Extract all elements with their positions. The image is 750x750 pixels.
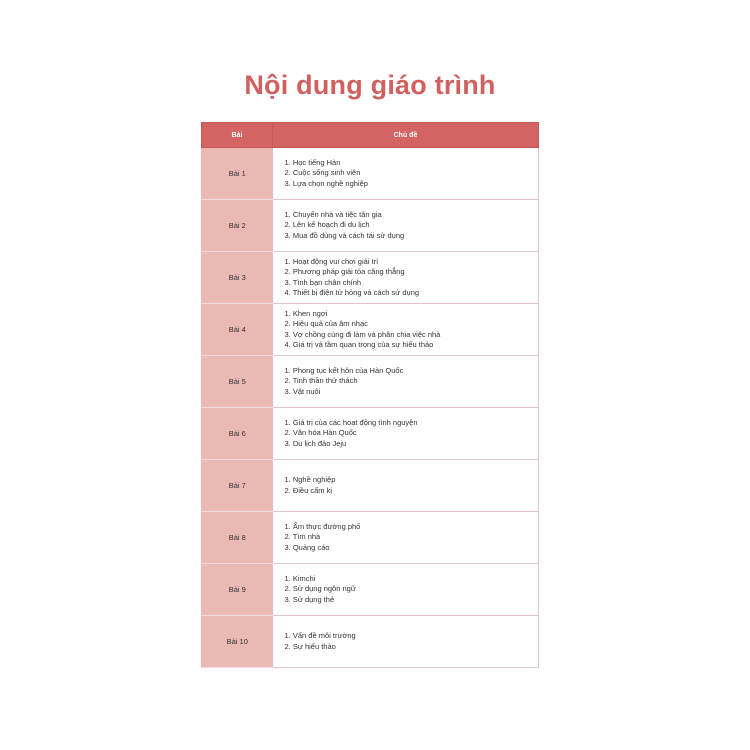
topic-item: 1. Học tiếng Hàn bbox=[284, 157, 341, 167]
topics-cell bbox=[273, 616, 539, 668]
lesson-cell: Bài 9 bbox=[202, 564, 273, 616]
lesson-cell: Bài 7 bbox=[202, 460, 273, 512]
table-row bbox=[202, 356, 539, 408]
header-topic: Chủ đề bbox=[273, 123, 539, 148]
topics-cell bbox=[273, 252, 539, 304]
topic-item: 3. Sử dụng thẻ bbox=[284, 594, 335, 604]
topics-cell bbox=[273, 408, 539, 460]
lesson-cell: Bài 4 bbox=[202, 304, 273, 356]
topic-item: 1. Chuyển nhà và tiệc tân gia bbox=[284, 209, 382, 219]
table-row bbox=[202, 564, 539, 616]
lesson-cell: Bài 2 bbox=[202, 200, 273, 252]
table-row bbox=[202, 408, 539, 460]
table-row bbox=[202, 252, 539, 304]
table-row bbox=[202, 512, 539, 564]
lesson-cell: Bài 8 bbox=[202, 512, 273, 564]
topics-cell bbox=[273, 148, 539, 200]
topic-item: 3. Vợ chồng cùng đi làm và phân chia việc nhà bbox=[284, 329, 441, 339]
table-row bbox=[202, 304, 539, 356]
table-header-row bbox=[202, 123, 539, 148]
topics-cell bbox=[273, 356, 539, 408]
topics-cell bbox=[273, 304, 539, 356]
topic-item: 3. Tình bạn chân chính bbox=[284, 277, 362, 287]
topic-item: 1. Nghề nghiệp bbox=[284, 475, 336, 484]
topic-item: 1. Giá trị của các hoạt động tình nguyện bbox=[284, 417, 418, 427]
topics-cell bbox=[273, 460, 539, 512]
topic-item: 1. Vấn đề môi trường bbox=[284, 631, 356, 640]
topics-cell bbox=[273, 512, 539, 564]
topic-item: 2. Cuộc sống sinh viên bbox=[284, 168, 361, 178]
topic-item: 3. Mua đồ dùng và cách tái sử dụng bbox=[284, 230, 405, 240]
topic-item: 3. Du lịch đảo Jeju bbox=[284, 438, 347, 448]
topic-item: 3. Vật nuôi bbox=[284, 386, 321, 396]
topics-cell bbox=[273, 200, 539, 252]
table-row bbox=[202, 616, 539, 668]
topic-item: 2. Điều cấm kị bbox=[284, 485, 333, 495]
topic-item: 1. Hoạt động vui chơi giải trí bbox=[284, 256, 379, 266]
lesson-cell: Bài 1 bbox=[202, 148, 273, 200]
page-title: Nội dung giáo trình bbox=[244, 70, 496, 100]
topic-item: 2. Lên kế hoạch đi du lịch bbox=[284, 220, 370, 230]
topic-item: 2. Văn hóa Hàn Quốc bbox=[284, 428, 357, 438]
header-lesson: Bài bbox=[202, 123, 273, 148]
topic-item: 1. Kimchi bbox=[284, 573, 316, 583]
lesson-cell: Bài 6 bbox=[202, 408, 273, 460]
topic-item: 3. Lựa chọn nghề nghiệp bbox=[284, 178, 368, 188]
table-row bbox=[202, 148, 539, 200]
topics-cell bbox=[273, 564, 539, 616]
lesson-cell: Bài 3 bbox=[202, 252, 273, 304]
table-row bbox=[202, 460, 539, 512]
topic-item: 4. Giá trị và tầm quan trọng của sự hiếu thảo bbox=[284, 340, 434, 349]
lesson-cell: Bài 10 bbox=[202, 616, 273, 668]
topic-item: 2. Hiệu quả của âm nhạc bbox=[284, 319, 368, 328]
topic-item: 1. Khen ngợi bbox=[284, 308, 328, 318]
topic-item: 2. Phương pháp giải tỏa căng thẳng bbox=[284, 267, 405, 276]
topic-item: 3. Quảng cáo bbox=[284, 542, 330, 552]
topic-item: 1. Phong tục kết hôn của Hàn Quốc bbox=[284, 365, 404, 375]
lesson-cell: Bài 5 bbox=[202, 356, 273, 408]
topic-item: 2. Tìm nhà bbox=[284, 532, 321, 542]
topic-item: 2. Tinh thần thử thách bbox=[284, 376, 358, 386]
topic-item: 4. Thiết bị điện tử hỏng và cách sử dụng bbox=[284, 288, 420, 297]
syllabus-table bbox=[201, 122, 539, 668]
table-row bbox=[202, 200, 539, 252]
topic-item: 2. Sử dụng ngôn ngữ bbox=[284, 584, 356, 594]
topic-item: 1. Ẩm thực đường phố bbox=[284, 521, 361, 531]
topic-item: 2. Sự hiếu thảo bbox=[284, 641, 336, 651]
